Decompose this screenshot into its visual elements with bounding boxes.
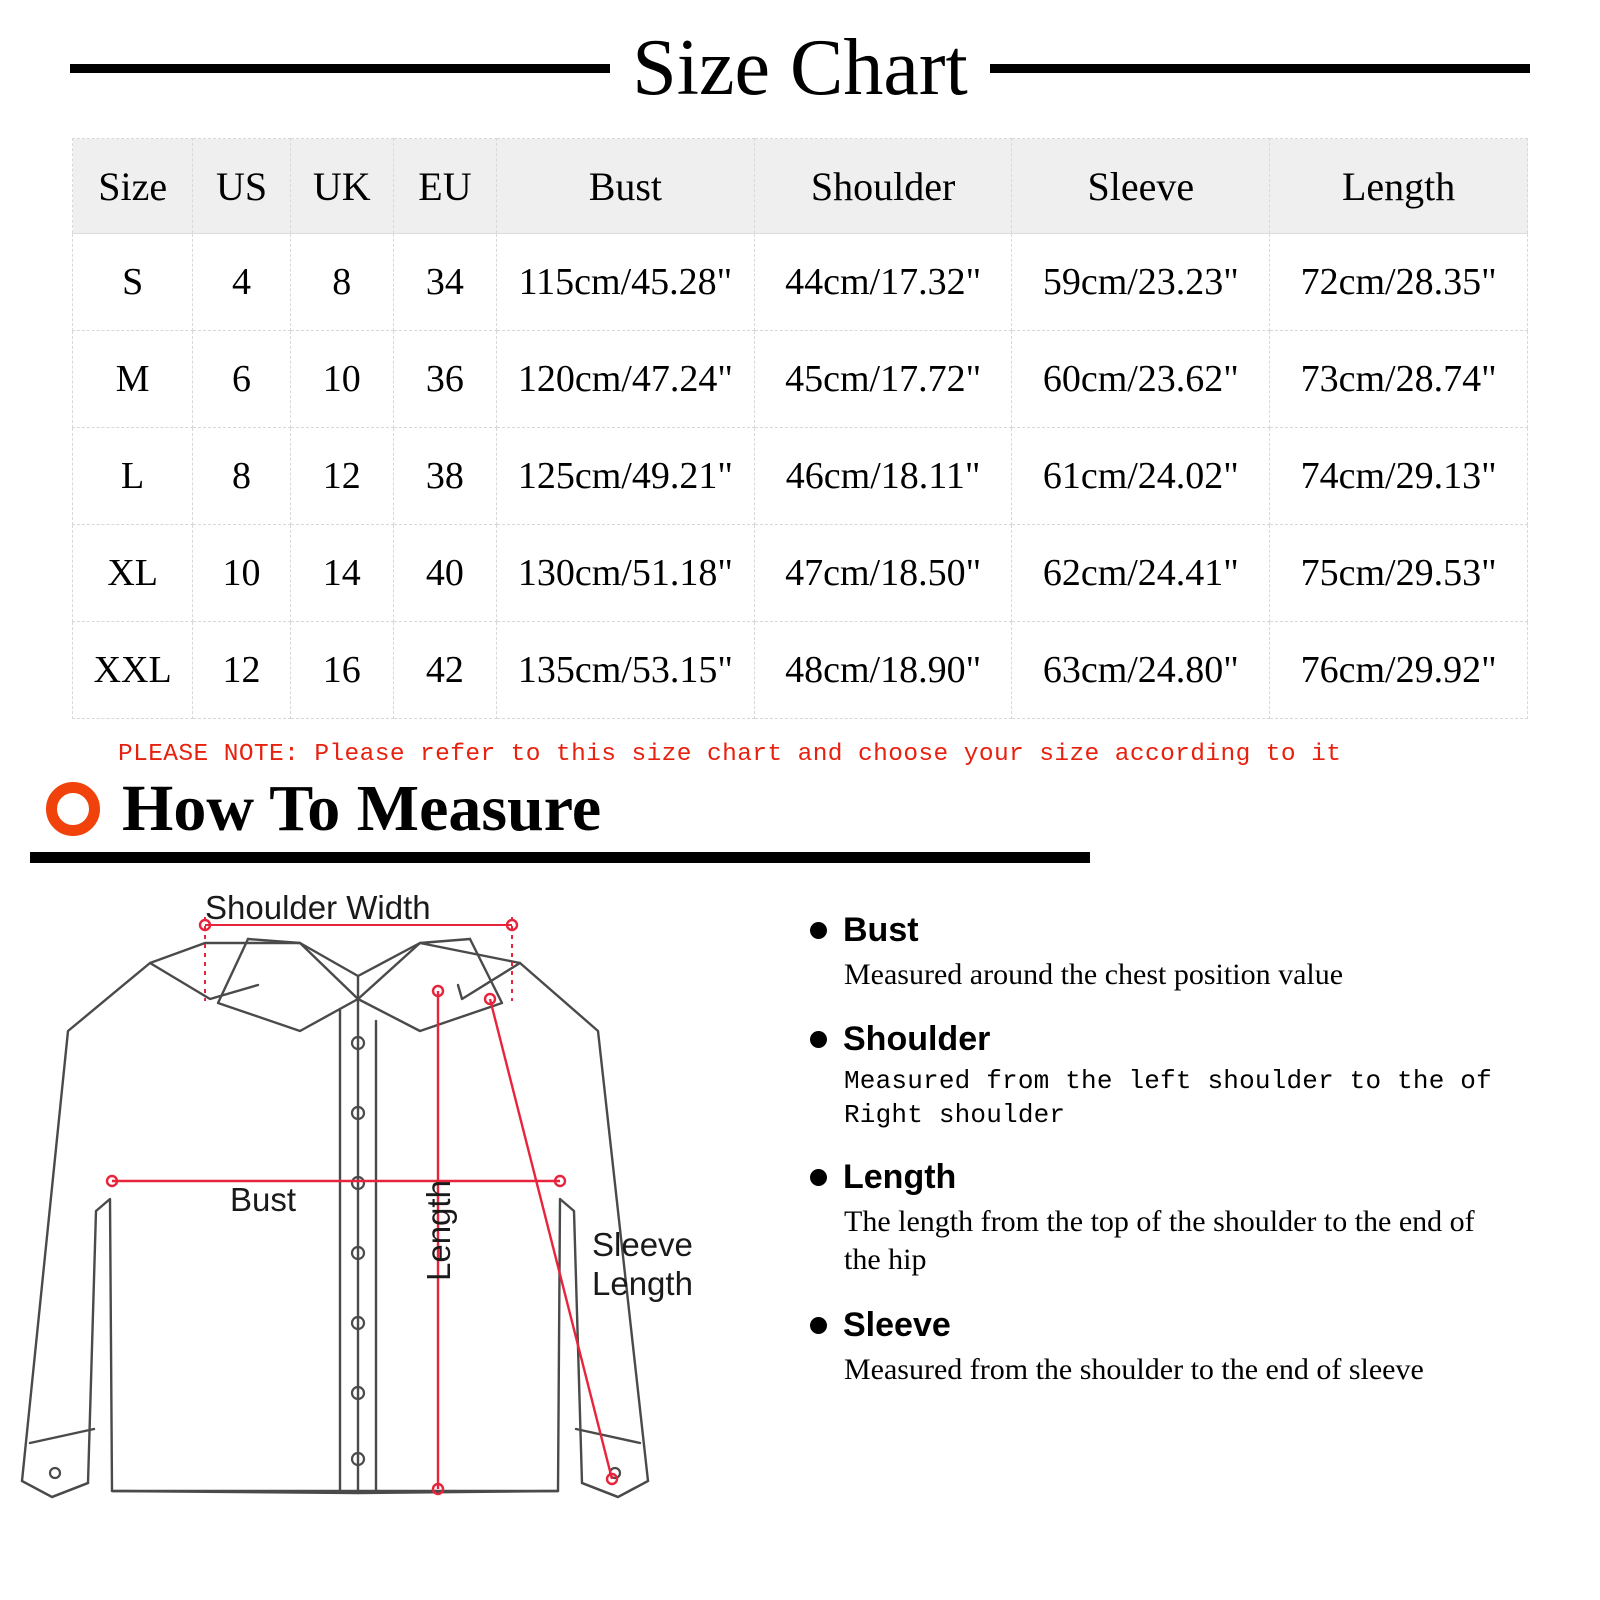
table-row [73,234,1528,331]
measure-item-heading [800,1306,1560,1345]
cell-length: 72cm/28.35" [1270,234,1528,331]
label-bust: Bust [230,1181,297,1218]
cell-size: S [73,234,193,331]
cell-eu: 38 [393,428,496,525]
bullet-icon [810,922,827,939]
cell-sleeve: 59cm/23.23" [1012,234,1270,331]
measure-item-title: Shoulder [843,1020,991,1059]
cell-uk: 14 [290,525,393,622]
measure-item-heading [800,1020,1560,1059]
cell-sleeve: 62cm/24.41" [1012,525,1270,622]
page-title: Size Chart [632,24,968,112]
cell-shoulder: 46cm/18.11" [754,428,1012,525]
cell-us: 12 [193,622,290,719]
table-header-row [73,139,1528,234]
label-sleeve-length-line1: Sleeve [592,1226,693,1263]
shirt-illustration [0,881,790,1511]
cell-shoulder: 44cm/17.32" [754,234,1012,331]
table-header-shoulder: Shoulder [754,139,1012,234]
cell-uk: 10 [290,331,393,428]
table-header-us: US [193,139,290,234]
cell-length: 75cm/29.53" [1270,525,1528,622]
measure-item-sleeve [800,1306,1560,1389]
measure-item-description: The length from the top of the shoulder to the end of the hip [844,1204,1475,1277]
cell-size: L [73,428,193,525]
table-row [73,622,1528,719]
measure-item-description: Measured around the chest position value [844,958,1344,991]
cell-sleeve: 63cm/24.80" [1012,622,1270,719]
measure-item-description: Measured from the shoulder to the end of sleeve [844,1352,1424,1386]
label-shoulder-width: Shoulder Width [205,889,431,926]
table-row [73,525,1528,622]
table-header-length: Length [1270,139,1528,234]
bullet-icon [810,1317,827,1334]
how-to-measure-heading-row [46,772,1600,845]
cell-shoulder: 47cm/18.50" [754,525,1012,622]
measure-item-length [800,1158,1560,1280]
measure-item-bust [800,911,1560,994]
measure-item-title: Sleeve [843,1305,951,1344]
label-length: Length [420,1180,457,1281]
measure-item-title: Length [843,1157,957,1196]
title-rule-left [70,64,610,73]
cell-us: 6 [193,331,290,428]
how-to-measure-heading: How To Measure [122,772,602,845]
table-header-uk: UK [290,139,393,234]
cell-sleeve: 61cm/24.02" [1012,428,1270,525]
cell-eu: 42 [393,622,496,719]
bullet-icon [810,1169,827,1186]
cell-shoulder: 45cm/17.72" [754,331,1012,428]
table-header-eu: EU [393,139,496,234]
how-to-measure-body [0,881,1600,1516]
cell-eu: 34 [393,234,496,331]
measure-item-shoulder [800,1020,1560,1132]
cell-us: 4 [193,234,290,331]
cell-us: 10 [193,525,290,622]
cell-uk: 8 [290,234,393,331]
title-rule-right [990,64,1530,73]
cell-eu: 36 [393,331,496,428]
cell-size: M [73,331,193,428]
cell-sleeve: 60cm/23.62" [1012,331,1270,428]
table-header-sleeve: Sleeve [1012,139,1270,234]
how-to-measure-rule [30,852,1090,863]
measure-item-heading [800,1158,1560,1197]
label-sleeve-length-line2: Length [592,1264,693,1302]
table-row [73,331,1528,428]
please-note-text: PLEASE NOTE: Please refer to this size chart and choose your size according to it [118,741,1342,768]
bullet-icon [810,1031,827,1048]
size-chart-table [72,138,1528,719]
cell-length: 76cm/29.92" [1270,622,1528,719]
cell-bust: 130cm/51.18" [497,525,755,622]
measure-item-title: Bust [843,911,919,949]
cell-bust: 125cm/49.21" [497,428,755,525]
circle-icon [46,782,100,836]
cell-uk: 16 [290,622,393,719]
table-header-size: Size [73,139,193,234]
cell-eu: 40 [393,525,496,622]
measure-descriptions [790,881,1600,1516]
cell-bust: 120cm/47.24" [497,331,755,428]
cell-size: XXL [73,622,193,719]
table-header-bust: Bust [497,139,755,234]
cell-size: XL [73,525,193,622]
size-table-wrapper [72,138,1528,719]
cell-bust: 135cm/53.15" [497,622,755,719]
page-title-row [0,0,1600,112]
measure-item-heading [800,911,1560,950]
garment-diagram [0,881,790,1516]
cell-us: 8 [193,428,290,525]
measure-item-description: Measured from the left shoulder to the of Right shoulder [844,1066,1492,1130]
cell-length: 74cm/29.13" [1270,428,1528,525]
cell-bust: 115cm/45.28" [497,234,755,331]
table-row [73,428,1528,525]
cell-length: 73cm/28.74" [1270,331,1528,428]
label-sleeve-length [592,1226,693,1304]
cell-shoulder: 48cm/18.90" [754,622,1012,719]
cell-uk: 12 [290,428,393,525]
